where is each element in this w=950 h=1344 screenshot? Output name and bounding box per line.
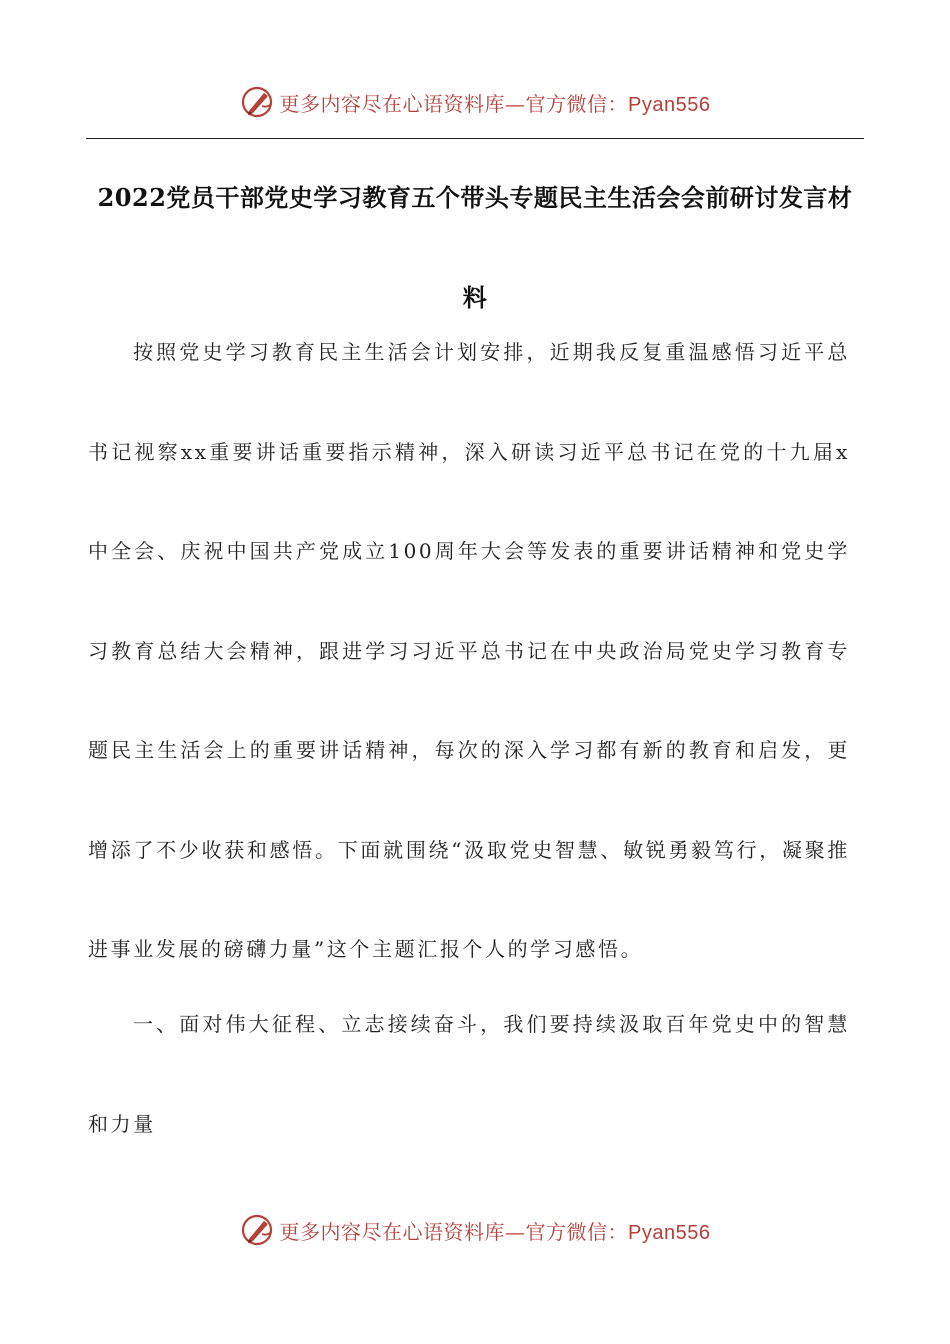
- banner-text-cn: 更多内容尽在心语资料库—官方微信：: [279, 1219, 629, 1244]
- banner-wechat-id: Pyan556: [628, 1221, 711, 1244]
- header-rule: [86, 138, 864, 139]
- paragraph-intro: 按照党史学习教育民主生活会计划安排，近期我反复重温感悟习近平总书记视察xx重要讲话重要指示精神，深入研读习近平总书记在党的十九届x中全会、庆祝中国共产党成立100周年大会等发表的重要讲话精神和党史学习教育总结大会精神，跟进学习习近平总书记在中央政治局党史学习教育专题民主生活会上的重要讲话精神，每次的深入学习都有新的教育和启发，更增添了不少收获和感悟。下面就围绕“汲取党史智慧、敏锐勇毅笃行，凝聚推进事业发展的磅礴力量”这个主题汇报个人的学习感悟。: [88, 340, 850, 961]
- document-title: 2022党员干部党史学习教育五个带头专题民主生活会会前研讨发言材料: [97, 183, 853, 312]
- banner-wechat-id: Pyan556: [628, 93, 711, 116]
- banner-text-cn: 更多内容尽在心语资料库—官方微信：: [279, 91, 629, 116]
- banner-text: [280, 1216, 711, 1245]
- banner-text: [280, 88, 711, 117]
- header-banner: [0, 82, 950, 122]
- pen-logo-icon: [240, 84, 276, 120]
- footer-banner: [0, 1210, 950, 1250]
- paragraph-section-heading: 一、面对伟大征程、立志接续奋斗，我们要持续汲取百年党史中的智慧和力量: [88, 1012, 850, 1136]
- pen-logo-icon: [240, 1212, 276, 1248]
